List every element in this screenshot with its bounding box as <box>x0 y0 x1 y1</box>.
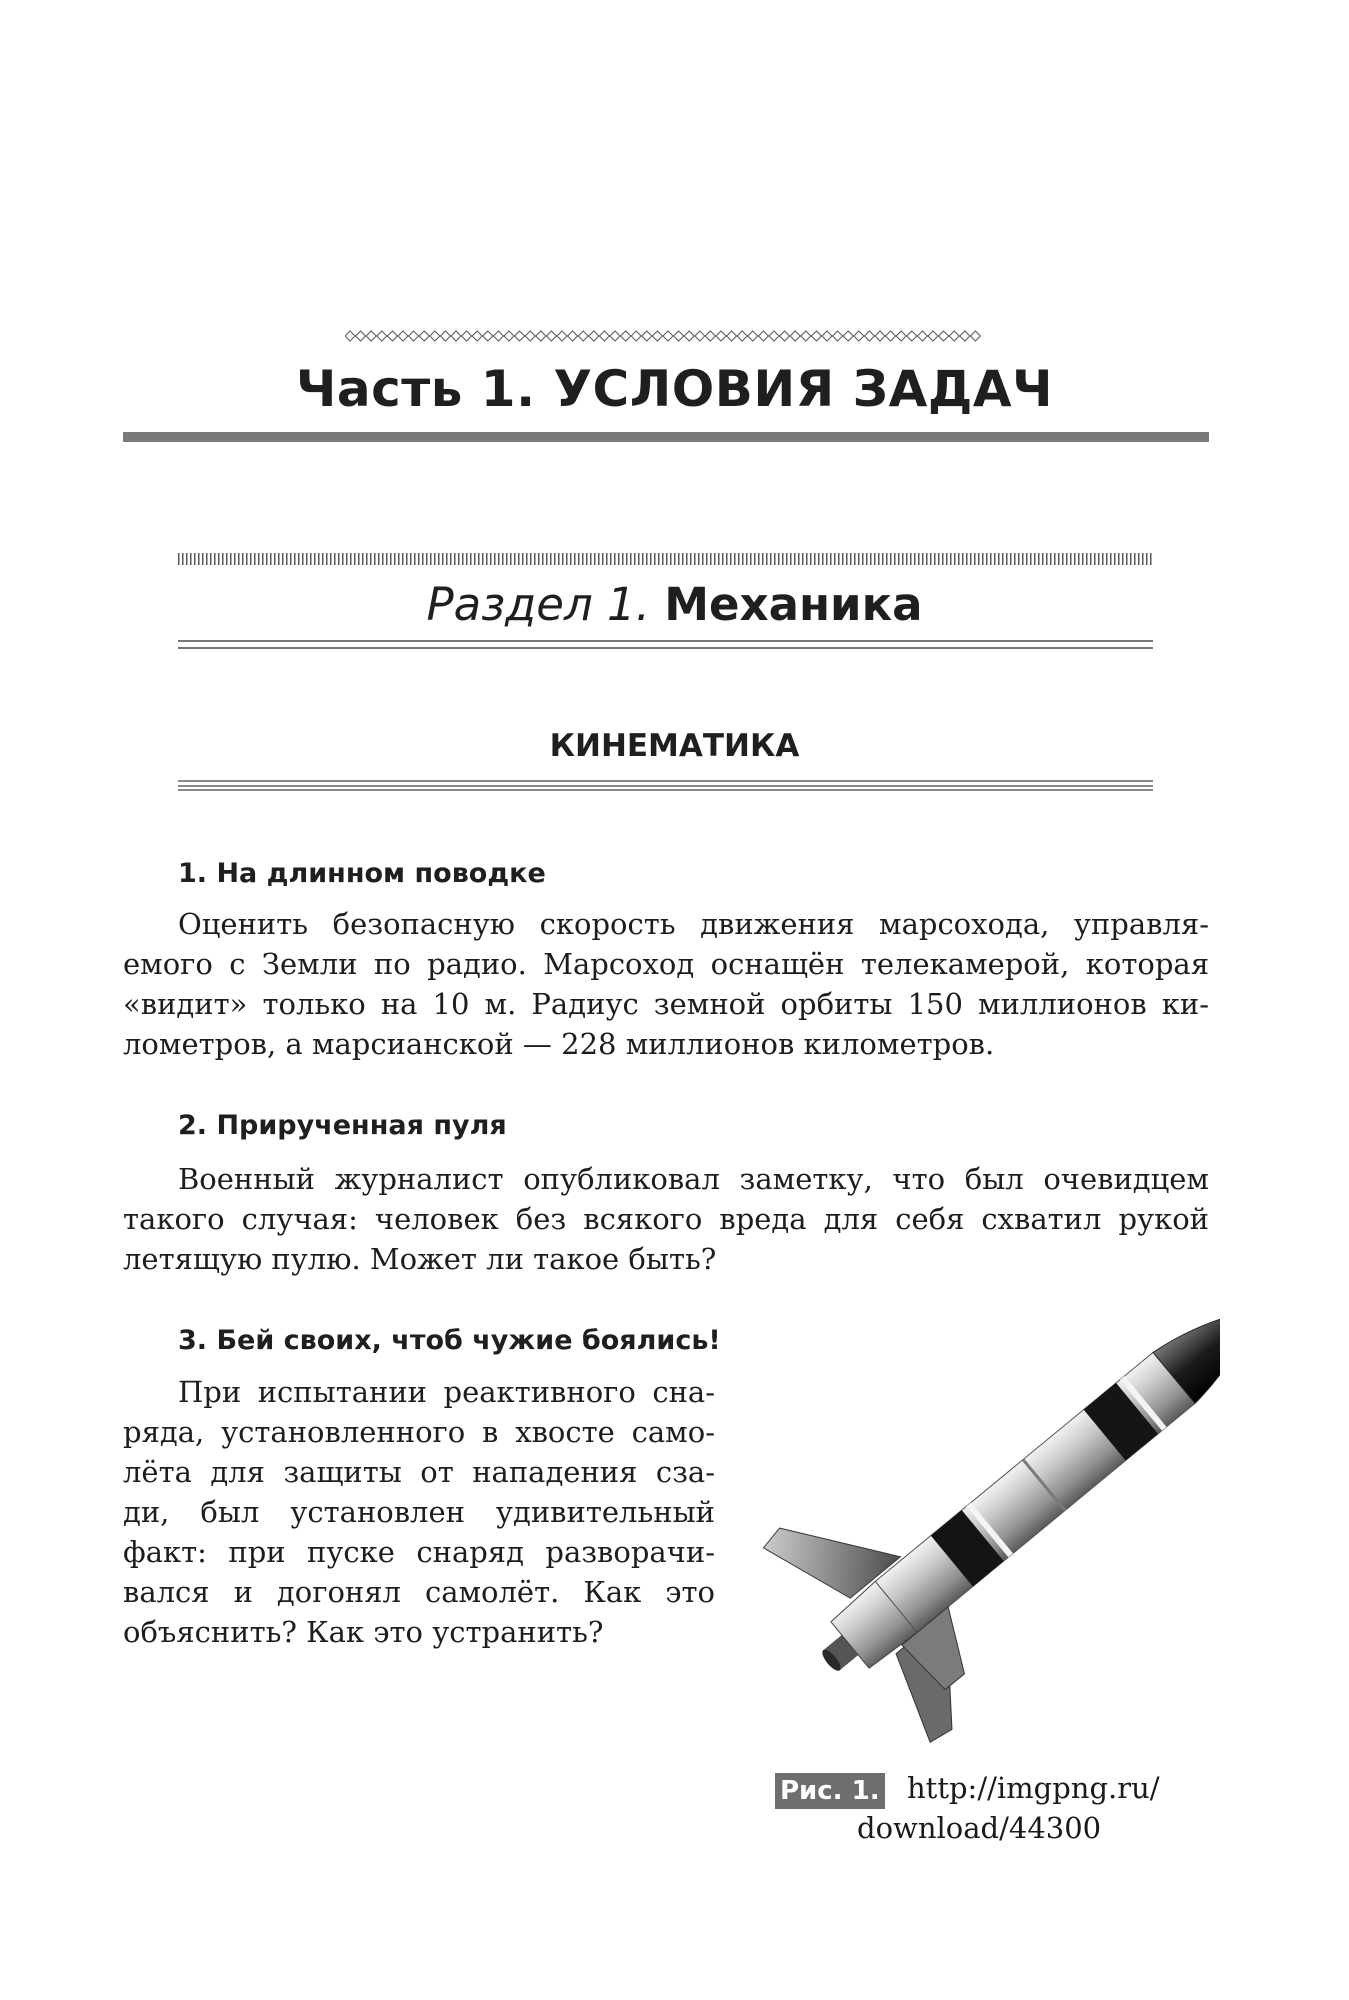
ornament-diamond <box>621 331 631 341</box>
ornament-diamond <box>939 331 949 341</box>
ornament-diamond <box>780 331 790 341</box>
section-title <box>0 578 1349 631</box>
problem-text-line: емого с Земли по радио. Марсоход оснащён телекамерой, которая <box>123 947 1209 981</box>
ornament-diamond <box>610 331 620 341</box>
problem-text-line: лёта для защиты от нападения сза- <box>123 1455 715 1489</box>
problem-text-line: вался и догонял самолёт. Как это <box>123 1575 715 1609</box>
ornament-diamond <box>366 331 376 341</box>
ornament-diamond <box>801 331 811 341</box>
ornament-diamond <box>483 331 493 341</box>
ornament-diamond <box>758 331 768 341</box>
figure-label: Рис. 1. <box>775 1773 885 1809</box>
subsection-title: КИНЕМАТИКА <box>549 728 800 764</box>
section-label: Раздел 1. <box>426 578 650 631</box>
ornament-diamond <box>843 331 853 341</box>
ornament-diamond <box>716 331 726 341</box>
ornament-diamond <box>419 331 429 341</box>
ornament-diamond <box>356 331 366 341</box>
ornament-diamond <box>409 331 419 341</box>
ornament-diamond <box>493 331 503 341</box>
ornament-diamond <box>917 331 927 341</box>
subsection-triple-rule <box>178 780 1153 791</box>
problem-title: 3. Бей своих, чтоб чужие боялись! <box>178 1325 721 1356</box>
problem-text-line: Оценить безопасную скорость движения марсохода, управля- <box>178 907 1209 941</box>
ornament-diamond <box>907 331 917 341</box>
ornament-diamond <box>557 331 567 341</box>
ornament-diamond <box>589 331 599 341</box>
ornament-diamond <box>377 331 387 341</box>
figure-source-url-line2: download/44300 <box>857 1811 1102 1845</box>
section-double-rule <box>178 640 1153 649</box>
problem-text-line: Военный журналист опубликовал заметку, что был очевидцем <box>178 1162 1209 1196</box>
ornament-diamond <box>642 331 652 341</box>
ornament-diamond <box>822 331 832 341</box>
ornament-diamond <box>928 331 938 341</box>
ornament-diamond <box>875 331 885 341</box>
figure-source-url-line1: http://imgpng.ru/ <box>907 1771 1160 1805</box>
part-ornament-chain <box>345 326 981 346</box>
problem-text-line: При испытании реактивного сна- <box>178 1375 715 1409</box>
problem-text-line: объяснить? Как это устранить? <box>123 1615 604 1649</box>
ornament-diamond <box>546 331 556 341</box>
problem-text-line: ди, был установлен удивительный <box>123 1495 715 1529</box>
ornament-diamond <box>748 331 758 341</box>
part-title: Часть 1. УСЛОВИЯ ЗАДАЧ <box>296 360 1053 418</box>
section-hatch-rule <box>178 553 1153 565</box>
ornament-diamond <box>886 331 896 341</box>
ornament-diamond <box>695 331 705 341</box>
problem-title: 2. Прирученная пуля <box>178 1110 507 1141</box>
ornament-diamond <box>674 331 684 341</box>
ornament-diamond <box>525 331 535 341</box>
problem-text-line: лометров, а марсианской — 228 миллионов километров. <box>123 1027 995 1061</box>
ornament-diamond <box>451 331 461 341</box>
ornament-diamond <box>472 331 482 341</box>
ornament-diamond <box>896 331 906 341</box>
ornament-diamond <box>345 331 355 341</box>
ornament-diamond <box>430 331 440 341</box>
problem-text-line: факт: при пуске снаряд разворачи- <box>123 1535 715 1569</box>
ornament-diamond <box>663 331 673 341</box>
ornament-diamond <box>960 331 970 341</box>
part-title-rule <box>123 432 1209 442</box>
ornament-diamond <box>462 331 472 341</box>
ornament-diamond <box>568 331 578 341</box>
ornament-diamond <box>737 331 747 341</box>
ornament-diamond <box>854 331 864 341</box>
ornament-diamond <box>631 331 641 341</box>
ornament-diamond <box>684 331 694 341</box>
rocket-illustration <box>740 1290 1220 1750</box>
ornament-diamond <box>811 331 821 341</box>
ornament-diamond <box>387 331 397 341</box>
ornament-diamond <box>578 331 588 341</box>
ornament-diamond <box>949 331 959 341</box>
problem-title: 1. На длинном поводке <box>178 858 546 889</box>
problem-text-line: такого случая: человек без всякого вреда для себя схватил рукой <box>123 1202 1209 1236</box>
section-name: Механика <box>664 578 923 631</box>
ornament-diamond <box>440 331 450 341</box>
problem-text-line: «видит» только на 10 м. Радиус земной орбиты 150 миллионов ки- <box>123 987 1209 1021</box>
ornament-diamond <box>790 331 800 341</box>
ornament-diamond <box>536 331 546 341</box>
ornament-diamond <box>398 331 408 341</box>
ornament-diamond <box>727 331 737 341</box>
ornament-diamond <box>769 331 779 341</box>
ornament-diamond <box>515 331 525 341</box>
ornament-diamond <box>599 331 609 341</box>
ornament-diamond <box>705 331 715 341</box>
ornament-diamond <box>833 331 843 341</box>
ornament-diamond <box>652 331 662 341</box>
problem-text-line: ряда, установленного в хвосте само- <box>123 1415 715 1449</box>
ornament-diamond <box>970 331 980 341</box>
ornament-diamond <box>864 331 874 341</box>
problem-text-line: летящую пулю. Может ли такое быть? <box>123 1242 717 1276</box>
ornament-diamond <box>504 331 514 341</box>
